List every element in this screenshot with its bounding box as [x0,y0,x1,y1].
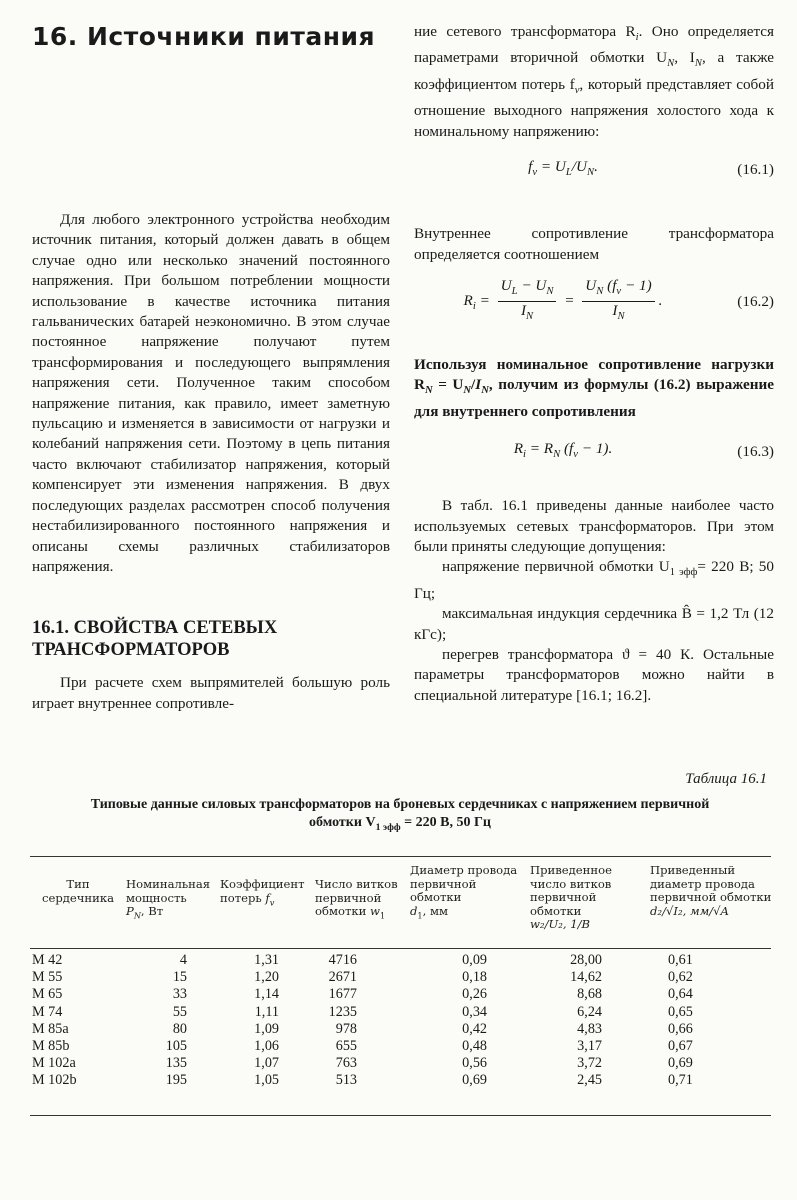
table-cell: М 85a [32,1020,69,1037]
table-cell: 3,72 [577,1055,602,1072]
table-cell: 1235 [328,1003,357,1020]
assumption-induction: максимальная индукция сердечника B̂ = 1,2 Тл (12 кГс); [414,605,774,643]
table-cell: 55 [172,1003,187,1020]
table-cell: 0,69 [668,1055,693,1072]
table-cell: 0,64 [668,986,693,1003]
table-header-rule [30,948,771,949]
table-row [0,1038,797,1055]
table-cell: 0,62 [668,969,693,986]
table-cell: 1677 [328,986,357,1003]
table-top-rule [30,856,771,857]
table-cell: 1,07 [254,1055,279,1072]
table-cell: 14,62 [570,969,602,986]
transformer-resistance-paragraph: ние сетевого трансформатора $R_i$. Оно определяется параметрами вторичной обмотки $U_N$, $I_N$, а также коэффициентом потерь $f_v$, который представляет собой отношение выходного напряжения холостого хода к номинальному напряжению: [414,23,775,140]
table-cell: 135 [165,1055,187,1072]
table-cell: 0,66 [668,1020,693,1037]
table-cell: 513 [335,1072,357,1089]
table-intro-paragraph: В табл. 16.1 приведены данные наиболее часто используемых сетевых трансформаторов. При этом были приняты следующие допущения: [414,497,774,555]
table-cell: 0,65 [668,1003,693,1020]
section-intro-paragraph: При расчете схем выпрямителей большую роль играет внутреннее сопротивле- [32,674,390,712]
table-row [0,1004,797,1021]
table-cell: 6,24 [577,1003,602,1020]
table-cell: М 55 [32,969,63,986]
table-cell: М 85b [32,1038,70,1054]
header-power: Номинальная мощность $P_N$, Вт [126,877,211,921]
internal-resistance-paragraph: Внутреннее сопротивление трансформатора определяется соотношением [414,225,774,263]
table-cell: М 102a [32,1055,76,1072]
assumption-overheat: перегрев трансформатора ϑ = 40 К. Остальные параметры трансформаторов можно найти в специальной литературе [16.1; 16.2]. [414,646,774,704]
table-caption: Типовые данные силовых трансформаторов на броневых сердечниках с напряжением первичной обмотки $V_{1 эфф} = 220$ В, 50 Гц [90,797,710,833]
chapter-title: 16. Источники питания [32,22,376,51]
table-row [0,952,797,969]
table-cell: 0,48 [462,1038,487,1054]
table-cell: 0,18 [462,969,487,986]
table-cell: 0,61 [668,952,693,968]
table-cell: 763 [335,1055,357,1072]
table-cell: 1,06 [254,1038,279,1054]
table-row [0,1055,797,1072]
table-row [0,969,797,986]
header-reduced-turns: Приведенное число витков первичной обмотки w₂/U₂, 1/В [530,863,612,931]
table-cell: 2671 [328,969,357,986]
table-bottom-rule [30,1115,771,1116]
equation-16-1 [414,142,774,198]
equation-16-2-expression: $R_i$ = $\frac{U_L - U_N}{I_N}$ = $\frac{U_N (f_v - 1)}{I_N}$ . [463,277,663,323]
header-reduced-diameter: Приведенный диаметр провода первичной обмотки d₂/√I₂, мм/√A [650,863,772,918]
table-cell: 80 [172,1020,187,1037]
table-cell: 0,67 [668,1038,693,1054]
table-cell: 0,09 [462,952,487,968]
header-turns: Число витков первичной обмотки $w_1$ [315,877,398,921]
header-diameter: Диаметр провода первичной обмотки $d_1$, мм [410,863,518,920]
table-cell: 0,42 [462,1020,487,1037]
header-type: Тип сердечника [41,877,115,905]
table-label: Таблица 16.1 [685,771,767,787]
equation-16-1-expression: $f_v = U_L/U_N$. [528,157,598,178]
table-cell: 1,05 [254,1072,279,1089]
right-column [414,22,774,706]
table-cell: М 74 [32,1003,63,1020]
nominal-resistance-paragraph: Используя номинальное сопротивление нагрузки $R_N = U_N/I_N$, получим из формулы (16.2) выражение для внутреннего сопротивления [414,355,774,420]
table-cell: 28,00 [570,952,602,968]
table-cell: 33 [172,986,187,1003]
table-cell: 978 [335,1020,357,1037]
table-cell: 4 [179,952,187,968]
table-cell: 0,26 [462,986,487,1003]
equation-16-3-expression: $R_i = R_N$ $(f_v - 1)$. [513,439,613,460]
table-row [0,1021,797,1038]
table-cell: 1,31 [254,952,279,968]
table-cell: 0,56 [462,1055,487,1072]
table-cell: 4716 [328,952,357,968]
table-cell: 0,34 [462,1003,487,1020]
equation-16-2-number: (16.2) [737,292,774,310]
table-cell: 105 [165,1038,187,1054]
equation-16-2 [414,265,774,339]
assumption-voltage: напряжение первичной обмотки $U_{1 эфф}= 220$ В; 50 Гц; [414,558,774,602]
table-cell: 0,69 [462,1072,487,1089]
table-cell: 0,71 [668,1072,693,1089]
table-cell: 195 [165,1072,187,1089]
table-cell: 15 [172,969,187,986]
left-column [32,22,390,714]
table-cell: М 42 [32,952,63,968]
table-cell: 4,83 [577,1020,602,1037]
table-cell: 1,09 [254,1020,279,1037]
equation-16-1-number: (16.1) [737,160,774,178]
table-cell: 8,68 [577,986,602,1003]
table-cell: 655 [335,1038,357,1054]
section-title: 16.1. СВОЙСТВА СЕТЕВЫХ ТРАНСФОРМАТОРОВ [32,618,278,661]
table-cell: 3,17 [577,1038,602,1054]
table-row [0,1072,797,1089]
table-row [0,986,797,1003]
header-loss: Коэффициент потерь $f_v$ [220,877,305,907]
table-cell: 1,11 [254,1003,279,1020]
table-cell: М 65 [32,986,63,1003]
table-cell: М 102b [32,1072,77,1089]
table-cell: 2,45 [577,1072,602,1089]
table-cell: 1,14 [254,986,279,1003]
table-cell: 1,20 [254,969,279,986]
equation-16-3 [414,422,774,482]
equation-16-3-number: (16.3) [737,442,774,460]
intro-paragraph: Для любого электронного устройства необходим источник питания, который должен давать в общем случае одно или несколько значений постоянного напряжения. При большом потреблении мощности использование в качестве источника питания гальванических батарей неэкономично. В этом случае постоянное напряжение получают путем трансформирования и последующего выпрямления напряжения сети. Полученное таким способом напряжение питания, как правило, имеет заметную пульсацию и изменяется в зависимости от нагрузки и колебаний напряжения сети. Поэтому в цепь питания часто включают стабилизатор напряжения, который компенсирует эти изменения напряжения. В двух последующих разделах рассмотрен способ получения нестабилизированного постоянного напряжения и описаны схемы различных стабилизаторов напряжения. [32,211,390,575]
